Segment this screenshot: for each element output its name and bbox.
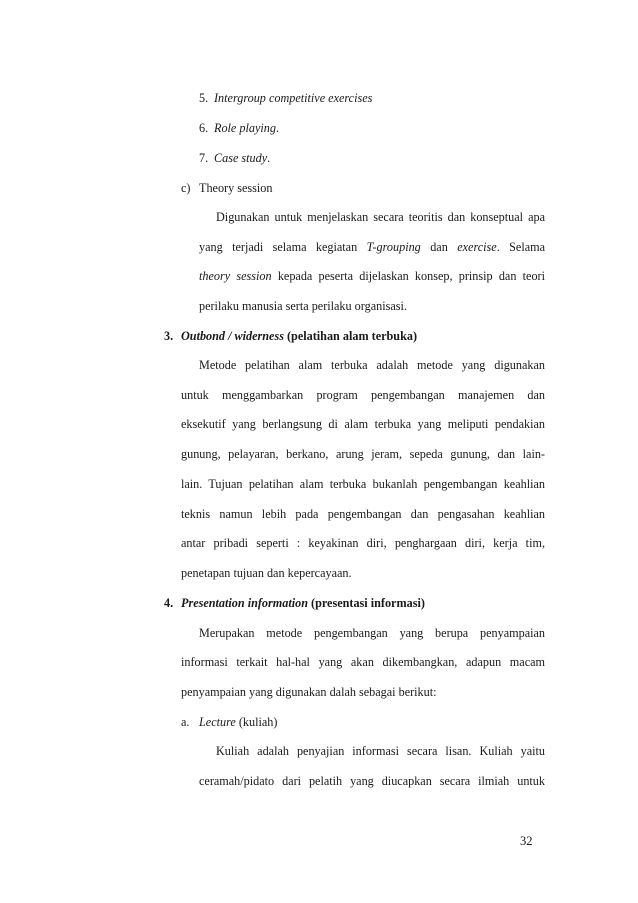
theory-line-2-c: dan [430, 241, 448, 254]
item-7-line [214, 152, 270, 164]
theory-line-2-tgrouping: T-grouping [366, 241, 421, 254]
theory-line-3 [199, 270, 545, 284]
item-5-number: 5. [199, 91, 209, 105]
section-3-number: 3. [164, 329, 174, 343]
theory-line-4: perilaku manusia serta perilaku organisasi. [199, 299, 407, 313]
section-4-title-rest: (presentasi informasi) [311, 596, 425, 610]
item-6-line [214, 122, 279, 134]
page-number: 32 [520, 834, 533, 848]
lecture-line-1: Kuliah adalah penyajian informasi secara lisan. Kuliah yaitu [216, 745, 545, 758]
section-3-line-4: gunung, pelayaran, berkano, arung jeram, sepeda gunung, dan lain- [181, 448, 545, 461]
section-4-line-2: informasi terkait hal-hal yang akan dikembangkan, adapun macam [181, 656, 545, 669]
section-4-line-3: penyampaian yang digunakan dalah sebagai berikut: [181, 685, 437, 699]
theory-line-2-exercise-wrap [457, 241, 545, 254]
lecture-title-rest: (kuliah) [238, 715, 278, 729]
item-5-text: Intergroup competitive exercises [214, 91, 373, 105]
item-6-text: Role playing [214, 121, 276, 135]
theory-line-2-exercise: exercise [457, 241, 497, 254]
section-3-line-7: antar pribadi seperti : keyakinan diri, penghargaan diri, kerja tim, [181, 537, 545, 550]
lecture-heading [199, 716, 277, 728]
theory-line-3-rest: kepada peserta dijelaskan konsep, prinsip dan teori [277, 270, 545, 283]
item-6-number: 6. [199, 121, 209, 135]
section-4-title-italic: Presentation information [181, 596, 308, 610]
theory-heading: Theory session [199, 181, 273, 195]
section-3-line-2: untuk menggambarkan program pengembangan manajemen dan [181, 389, 545, 402]
item-7-period: . [267, 151, 271, 165]
theory-line-2 [199, 241, 545, 255]
section-3-line-1: Metode pelatihan alam terbuka adalah metode yang digunakan [199, 359, 545, 372]
theory-line-2-e: . Selama [496, 241, 545, 254]
section-3-line-6: teknis namun lebih pada pengembangan dan pengasahan keahlian [181, 508, 545, 521]
item-6-period: . [275, 121, 279, 135]
section-3-line-8: penetapan tujuan dan kepercayaan. [181, 566, 352, 580]
lecture-marker: a. [181, 715, 190, 729]
item-7-text: Case study [214, 151, 268, 165]
section-3-title-rest: (pelatihan alam terbuka) [287, 329, 418, 343]
theory-line-3-term: theory session [199, 270, 272, 283]
section-3-title-italic: Outbond / widerness [181, 329, 284, 343]
section-3-line-5: lain. Tujuan pelatihan alam terbuka bukanlah pengembangan keahlian [181, 478, 545, 491]
section-3-line-3: eksekutif yang berlangsung di alam terbuka yang meliputi pendakian [181, 418, 545, 431]
section-4-number: 4. [164, 596, 174, 610]
item-7-number: 7. [199, 151, 209, 165]
section-3-heading [181, 330, 417, 342]
theory-marker: c) [181, 181, 191, 195]
section-4-line-1: Merupakan metode pengembangan yang berupa penyampaian [199, 627, 545, 640]
theory-line-1: Digunakan untuk menjelaskan secara teoritis dan konseptual apa [216, 211, 545, 224]
lecture-title-italic: Lecture [199, 715, 236, 729]
lecture-line-2: ceramah/pidato dari pelatih yang diucapkan secara ilmiah untuk [199, 775, 545, 788]
theory-line-2-a: yang terjadi selama kegiatan [199, 241, 358, 254]
section-4-heading [181, 597, 425, 609]
